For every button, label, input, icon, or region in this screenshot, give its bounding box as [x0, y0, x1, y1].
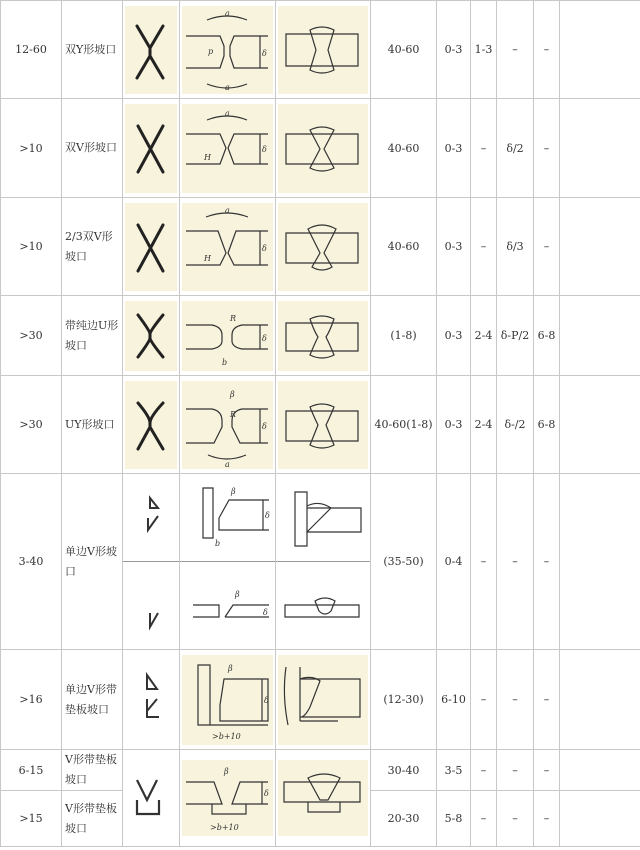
weld-drawing-cell	[276, 99, 371, 198]
gap-cell: 0-3	[437, 198, 471, 296]
gap-cell: 0-3	[437, 296, 471, 376]
angle-cell: 20-30	[371, 791, 437, 847]
blunt-cell: –	[471, 650, 497, 750]
groove-drawing-cell	[180, 376, 276, 474]
dim-b-label: b	[214, 538, 220, 548]
thickness-cell: >30	[1, 296, 62, 376]
single-bevel-weld-pair	[276, 475, 370, 649]
double-y-weld-icon	[278, 6, 368, 94]
thickness-cell: >15	[1, 791, 62, 847]
dim-a-label: a	[225, 108, 230, 118]
empty-cell	[560, 1, 640, 99]
radius-cell: –	[534, 1, 560, 99]
dim-a-label: a	[225, 459, 230, 469]
depth-cell: δ-/2	[497, 376, 534, 474]
table-row	[1, 650, 640, 750]
dim-b10-label: >b+10	[212, 731, 241, 741]
weld-drawing-cell	[276, 650, 371, 750]
single-bevel-symbol-pair	[123, 475, 179, 649]
blunt-cell: –	[471, 474, 497, 650]
angle-cell: 40-60	[371, 1, 437, 99]
dim-b-label: b	[222, 357, 228, 367]
gap-cell: 6-10	[437, 650, 471, 750]
dim-h-label: H	[204, 152, 211, 162]
symbol-cell	[123, 650, 180, 750]
gap-cell: 5-8	[437, 791, 471, 847]
angle-cell: 30-40	[371, 750, 437, 791]
empty-cell	[560, 99, 640, 198]
dim-r-label: R	[230, 313, 237, 323]
single-bevel-groove-pair	[180, 475, 275, 649]
v-backing-weld-icon	[278, 760, 368, 836]
groove-name-cell: 2/3双V形坡口	[62, 198, 123, 296]
angle-cell: 40-60	[371, 198, 437, 296]
single-bevel-symbol-bottom	[123, 562, 179, 649]
table-row	[1, 99, 640, 198]
angle-cell: 40-60(1-8)	[371, 376, 437, 474]
thickness-cell: 3-40	[1, 474, 62, 650]
symbol-cell	[123, 376, 180, 474]
dim-b10-label: >b+10	[210, 823, 239, 832]
blunt-cell: 2-4	[471, 376, 497, 474]
symbol-cell	[123, 296, 180, 376]
empty-cell	[560, 296, 640, 376]
v-backing-symbol-icon	[125, 760, 177, 836]
blunt-cell: 2-4	[471, 296, 497, 376]
angle-cell: (12-30)	[371, 650, 437, 750]
double-v-weld-icon	[278, 104, 368, 193]
weld-drawing-cell	[276, 474, 371, 650]
dim-delta-label: δ	[262, 243, 267, 253]
blunt-cell: 1-3	[471, 1, 497, 99]
weld-drawing-cell	[276, 750, 371, 847]
bevel-backing-groove-drawing-icon	[182, 655, 273, 745]
depth-cell: –	[497, 791, 534, 847]
depth-cell: δ/3	[497, 198, 534, 296]
groove-name-cell: 双Y形坡口	[62, 1, 123, 99]
radius-cell: 6-8	[534, 376, 560, 474]
depth-cell: –	[497, 474, 534, 650]
double-v-symbol-icon	[125, 104, 177, 193]
groove-drawing-cell	[180, 1, 276, 99]
dim-delta-label: δ	[262, 421, 267, 431]
thickness-cell: >16	[1, 650, 62, 750]
radius-cell: –	[534, 650, 560, 750]
radius-cell: 6-8	[534, 296, 560, 376]
empty-cell	[560, 198, 640, 296]
dim-a-label: a	[225, 8, 230, 18]
angle-cell: (1-8)	[371, 296, 437, 376]
empty-cell	[560, 750, 640, 791]
v-backing-groove-drawing-icon	[182, 760, 273, 836]
groove-drawing-cell	[180, 296, 276, 376]
groove-drawing-cell	[180, 99, 276, 198]
symbol-cell	[123, 750, 180, 847]
blunt-cell: –	[471, 99, 497, 198]
uy-groove-weld-icon	[278, 381, 368, 469]
thickness-cell: 12-60	[1, 1, 62, 99]
double-y-symbol-icon	[125, 6, 177, 94]
dim-h-label: H	[204, 253, 211, 263]
bevel-backing-symbol-icon	[125, 655, 177, 745]
dim-delta-label: δ	[264, 695, 269, 705]
weld-drawing-cell	[276, 296, 371, 376]
depth-cell: –	[497, 1, 534, 99]
groove-name-cell: 双V形坡口	[62, 99, 123, 198]
uy-groove-symbol-icon	[125, 381, 177, 469]
single-bevel-weld-bottom	[276, 562, 370, 649]
dim-delta-label: δ	[262, 333, 267, 343]
u-groove-weld-icon	[278, 301, 368, 371]
dim-a-label: a	[225, 205, 230, 215]
two-thirds-double-v-symbol-icon	[125, 203, 177, 291]
weld-drawing-cell	[276, 376, 371, 474]
bevel-backing-weld-icon	[278, 655, 368, 745]
single-bevel-symbol-top	[123, 475, 179, 563]
groove-name-cell: 单边V形坡口	[62, 474, 123, 650]
u-groove-drawing-icon	[182, 301, 273, 371]
gap-cell: 3-5	[437, 750, 471, 791]
depth-cell: –	[497, 650, 534, 750]
dim-delta-label: δ	[262, 48, 267, 58]
blunt-cell: –	[471, 791, 497, 847]
single-bevel-weld-top	[276, 475, 370, 563]
thickness-cell: >10	[1, 198, 62, 296]
groove-drawing-cell	[180, 750, 276, 847]
empty-cell	[560, 650, 640, 750]
empty-cell	[560, 791, 640, 847]
groove-name-cell: V形带垫板坡口	[62, 750, 123, 791]
dim-delta-label: δ	[262, 144, 267, 154]
groove-name-cell: 带纯边U形坡口	[62, 296, 123, 376]
radius-cell: –	[534, 791, 560, 847]
thickness-cell: 6-15	[1, 750, 62, 791]
symbol-cell	[123, 198, 180, 296]
symbol-cell	[123, 474, 180, 650]
groove-drawing-cell	[180, 474, 276, 650]
gap-cell: 0-3	[437, 376, 471, 474]
two-thirds-double-v-groove-drawing-icon	[182, 203, 273, 291]
u-groove-symbol-icon	[125, 301, 177, 371]
groove-name-cell: V形带垫板坡口	[62, 791, 123, 847]
symbol-cell	[123, 1, 180, 99]
empty-cell	[560, 376, 640, 474]
single-bevel-groove-top	[180, 475, 275, 563]
gap-cell: 0-3	[437, 1, 471, 99]
blunt-cell: –	[471, 198, 497, 296]
radius-cell: –	[534, 750, 560, 791]
dim-beta-label: β	[224, 767, 229, 776]
radius-cell: –	[534, 198, 560, 296]
blunt-cell: –	[471, 750, 497, 791]
depth-cell: –	[497, 750, 534, 791]
groove-drawing-cell	[180, 650, 276, 750]
table-row	[1, 376, 640, 474]
dim-delta-label-bottom: δ	[262, 608, 268, 618]
table-row	[1, 296, 640, 376]
double-v-groove-drawing-icon	[182, 104, 273, 193]
empty-cell	[560, 474, 640, 650]
dim-a-label-bottom: a	[225, 82, 230, 92]
dim-delta-label: δ	[264, 510, 270, 520]
dim-beta-label-bottom: β	[234, 590, 240, 600]
gap-cell: 0-4	[437, 474, 471, 650]
groove-drawing-cell	[180, 198, 276, 296]
dim-r-label: R	[230, 409, 237, 419]
weld-drawing-cell	[276, 1, 371, 99]
thickness-cell: >10	[1, 99, 62, 198]
two-thirds-double-v-weld-icon	[278, 203, 368, 291]
single-bevel-groove-bottom	[180, 562, 275, 649]
radius-cell: –	[534, 99, 560, 198]
groove-name-cell: 单边V形带垫板坡口	[62, 650, 123, 750]
depth-cell: δ-P/2	[497, 296, 534, 376]
table-row	[1, 474, 640, 650]
table-row	[1, 198, 640, 296]
table-row	[1, 750, 640, 791]
symbol-cell	[123, 99, 180, 198]
angle-cell: 40-60	[371, 99, 437, 198]
dim-beta-label: β	[228, 663, 233, 673]
thickness-cell: >30	[1, 376, 62, 474]
dim-delta-label: δ	[264, 789, 269, 798]
depth-cell: δ/2	[497, 99, 534, 198]
double-y-groove-drawing-icon	[182, 6, 273, 94]
radius-cell: –	[534, 474, 560, 650]
angle-cell: (35-50)	[371, 474, 437, 650]
dim-p-label: p	[208, 46, 214, 56]
weld-drawing-cell	[276, 198, 371, 296]
gap-cell: 0-3	[437, 99, 471, 198]
dim-beta-label: β	[230, 486, 236, 496]
table-row	[1, 1, 640, 99]
uy-groove-drawing-icon	[182, 381, 273, 469]
dim-beta-label: β	[230, 389, 235, 399]
groove-name-cell: UY形坡口	[62, 376, 123, 474]
